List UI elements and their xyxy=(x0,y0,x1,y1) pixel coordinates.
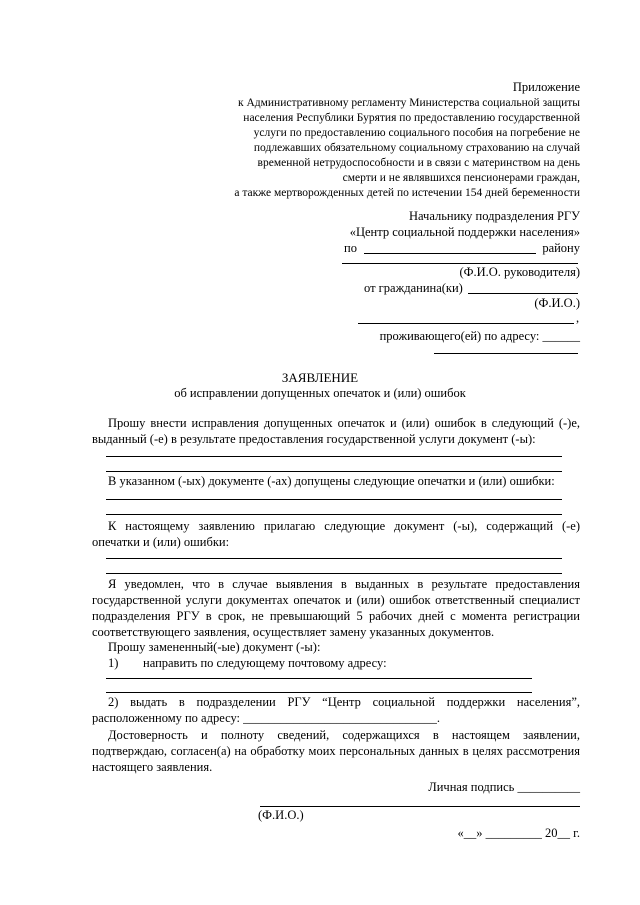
fio-caption-footer: (Ф.И.О.) xyxy=(258,808,304,822)
from-label: от гражданина(ки) xyxy=(364,281,463,295)
document-subtitle: об исправлении допущенных опечаток и (или) ошибок xyxy=(174,386,466,400)
addressee-suffix: району xyxy=(542,241,580,255)
address-field[interactable] xyxy=(434,353,578,354)
appendix-line: населения Республики Бурятия по предоставлению государственной xyxy=(243,112,580,124)
answer-line[interactable] xyxy=(106,514,562,515)
fio-caption: (Ф.И.О.) xyxy=(534,296,580,310)
option-1-text: направить по следующему почтовому адресу: xyxy=(143,656,387,670)
paragraph-3: К настоящему заявлению прилагаю следующие документ (-ы), содержащий (-е) опечатки и (или) ошибки: xyxy=(92,519,580,549)
answer-line[interactable] xyxy=(106,499,562,500)
postal-address-line[interactable] xyxy=(106,678,532,679)
signature-label: Личная подпись __________ xyxy=(428,780,580,794)
district-field[interactable] xyxy=(364,253,536,254)
paragraph-5: Прошу замененный(-ые) документ (-ы): xyxy=(108,640,321,654)
appendix-line: а также мертворожденных детей по истечении 154 дней беременности xyxy=(234,187,580,199)
document-title: ЗАЯВЛЕНИЕ xyxy=(281,370,359,385)
head-name-field[interactable] xyxy=(342,263,578,264)
answer-line[interactable] xyxy=(106,471,562,472)
option-1-number: 1) xyxy=(108,656,119,670)
signature-name-field[interactable] xyxy=(260,806,580,807)
appendix-line: временной нетрудоспособности и в связи с материнством на день xyxy=(257,157,580,169)
appendix-title: Приложение xyxy=(512,80,580,94)
address-label: проживающего(ей) по адресу: ______ xyxy=(379,329,580,343)
appendix-line: услуги по предоставлению социального пособия на погребение не xyxy=(253,127,580,139)
answer-line[interactable] xyxy=(106,558,562,559)
appendix-line: подлежавших обязательному социальному страхованию на случай xyxy=(253,142,580,154)
postal-address-line[interactable] xyxy=(106,692,532,693)
date-field[interactable]: «__» _________ 20__ г. xyxy=(457,826,580,840)
paragraph-2: В указанном (-ых) документе (-ах) допущены следующие опечатки и (или) ошибки: xyxy=(108,474,555,488)
head-caption: (Ф.И.О. руководителя) xyxy=(459,265,580,279)
paragraph-4: Я уведомлен, что в случае выявления в выданных в результате предоставления государственной услуги документах опечаток и (или) ошибок ответственный специалист подразделения РГУ в срок, не превышающий 5 рабочих дней с момента регистрации соответствующего заявления, осуществляет замену указанных документов. xyxy=(92,577,580,639)
applicant-name-field[interactable] xyxy=(468,293,578,294)
paragraph-6: 2) выдать в подразделении РГУ “Центр социальной поддержки населения”, расположенному по адресу: _______________________________. xyxy=(92,695,580,725)
addressee-line: Начальнику подразделения РГУ xyxy=(408,209,580,223)
answer-line[interactable] xyxy=(106,573,562,574)
paragraph-1: Прошу внести исправления допущенных опечаток и (или) ошибок в следующий (-)е, выданный (-е) в результате предоставления государственной услуги документ (-ы): xyxy=(92,416,580,446)
addressee-prefix: по xyxy=(344,241,357,255)
paragraph-7: Достоверность и полноту сведений, содержащихся в настоящем заявлении, подтверждаю, согласен(а) на обработку моих персональных данных в целях рассмотрения настоящего заявления. xyxy=(92,728,580,774)
comma: , xyxy=(576,311,580,325)
appendix-line: смерти и не являвшихся пенсионерами граждан, xyxy=(342,172,580,184)
appendix-line: к Административному регламенту Министерства социальной защиты xyxy=(237,97,580,109)
addressee-line: «Центр социальной поддержки населения» xyxy=(349,225,580,239)
answer-line[interactable] xyxy=(106,456,562,457)
applicant-extra-field[interactable] xyxy=(358,323,574,324)
